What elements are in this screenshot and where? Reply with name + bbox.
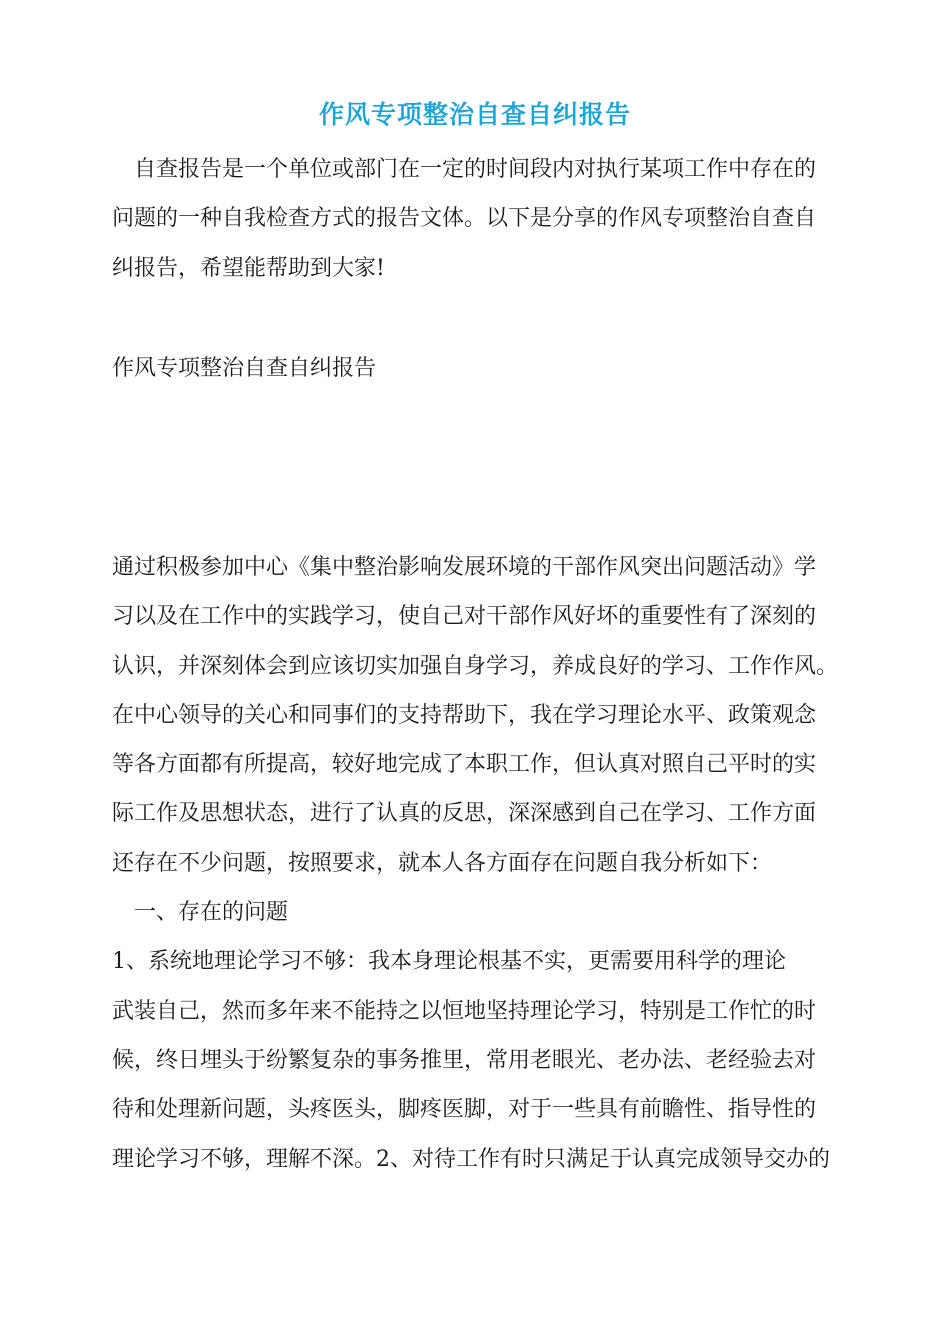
section-heading: 一、存在的问题 — [112, 900, 289, 926]
body-line: 待和处理新问题，头疼医头，脚疼医脚，对于一些具有前瞻性、指导性的 — [112, 1097, 817, 1123]
subtitle-line: 作风专项整治自查自纠报告 — [112, 356, 377, 381]
section-subtitle — [112, 344, 847, 393]
document-title: 作风专项整治自查自纠报告 — [318, 100, 631, 129]
body-line: 1、系统地理论学习不够：我本身理论根基不实，更需要用科学的理论 — [112, 949, 786, 975]
body-line: 等各方面都有所提高，较好地完成了本职工作，但认真对照自己平时的实 — [112, 752, 817, 778]
body-line: 际工作及思想状态，进行了认真的反思，深深感到自己在学习、工作方面 — [112, 801, 817, 827]
body-line: 还存在不少问题，按照要求，就本人各方面存在问题自我分析如下： — [112, 850, 773, 876]
body-line: 认识，并深刻体会到应该切实加强自身学习，养成良好的学习、工作作风。 — [112, 653, 839, 679]
body-line: 理论学习不够，理解不深。2、对待工作有时只满足于认真完成领导交办的 — [112, 1146, 830, 1172]
body-line: 候，终日埋头于纷繁复杂的事务推里，常用老眼光、老办法、老经验去对 — [112, 1047, 817, 1073]
body-paragraph — [112, 543, 847, 1184]
intro-line: 问题的一种自我检查方式的报告文体。以下是分享的作风专项整治自查自 — [112, 206, 817, 232]
body-line: 武装自己，然而多年来不能持之以恒地坚持理论学习，特别是工作忙的时 — [112, 998, 817, 1024]
body-line: 习以及在工作中的实践学习，使自己对干部作风好坏的重要性有了深刻的 — [112, 604, 817, 630]
intro-line: 纠报告，希望能帮助到大家! — [112, 255, 385, 281]
intro-paragraph — [112, 145, 847, 293]
intro-line: 自查报告是一个单位或部门在一定的时间段内对执行某项工作中存在的 — [112, 157, 817, 182]
body-line: 通过积极参加中心《集中整治影响发展环境的干部作风突出问题活动》学 — [112, 555, 817, 580]
body-line: 在中心领导的关心和同事们的支持帮助下，我在学习理论水平、政策观念 — [112, 702, 817, 728]
